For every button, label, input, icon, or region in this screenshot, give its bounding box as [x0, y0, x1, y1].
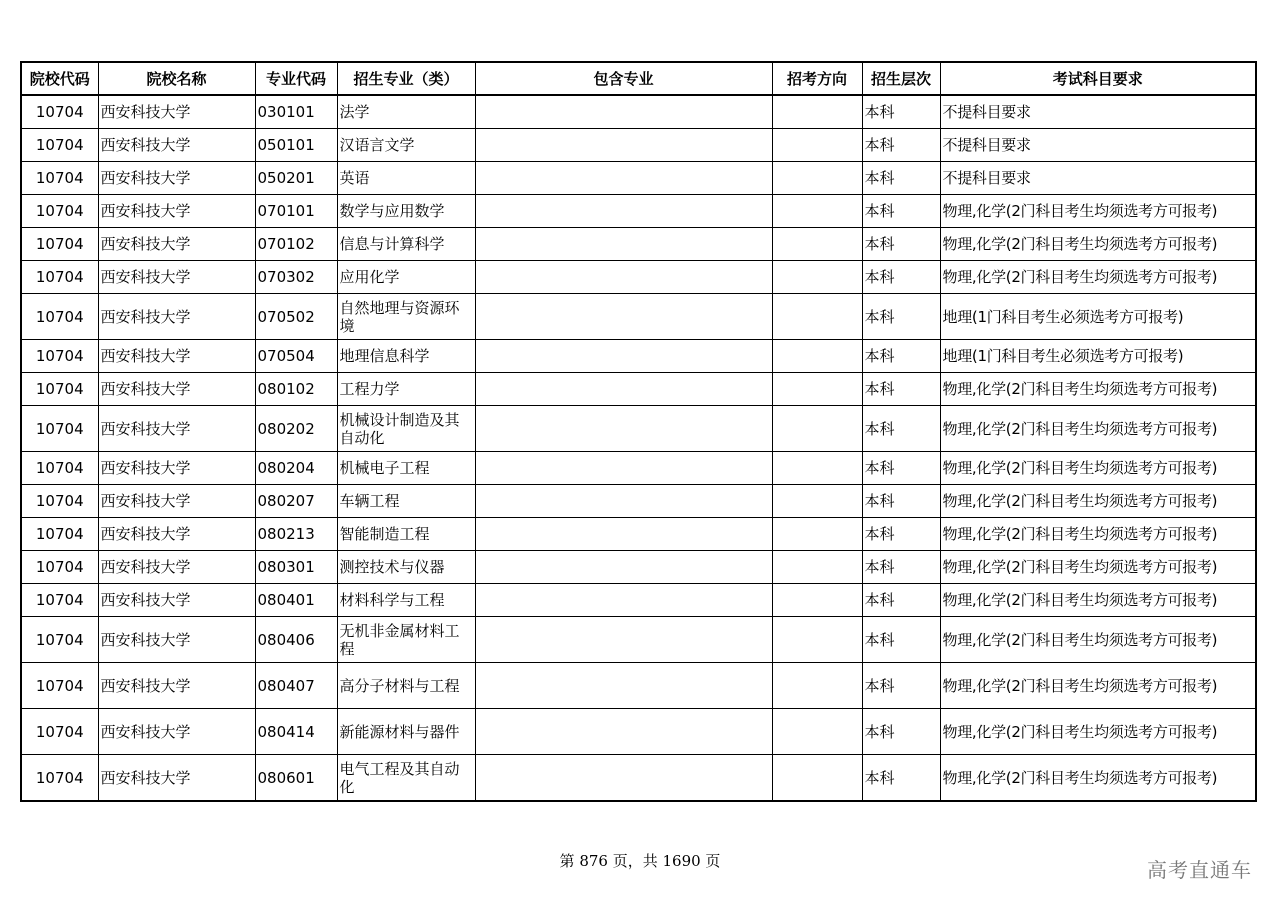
table-body [21, 95, 1256, 801]
school-code-cell: 10704 [21, 261, 98, 294]
table-row [21, 485, 1256, 518]
school-code-cell: 10704 [21, 551, 98, 584]
included-majors-cell [475, 261, 772, 294]
direction-cell [772, 617, 862, 663]
header-included-majors: 包含专业 [475, 62, 772, 95]
direction-cell [772, 294, 862, 340]
subject-requirement-cell: 物理,化学(2门科目考生均须选考方可报考) [940, 452, 1256, 485]
table-row [21, 755, 1256, 802]
school-name-cell: 西安科技大学 [98, 95, 255, 129]
direction-cell [772, 709, 862, 755]
table-row [21, 294, 1256, 340]
level-cell: 本科 [862, 340, 940, 373]
major-code-cell: 080204 [255, 452, 337, 485]
table-row [21, 129, 1256, 162]
table-row [21, 584, 1256, 617]
table-row [21, 228, 1256, 261]
school-name-cell: 西安科技大学 [98, 663, 255, 709]
major-cell: 材料科学与工程 [337, 584, 475, 617]
included-majors-cell [475, 485, 772, 518]
table-row [21, 709, 1256, 755]
header-school-name: 院校名称 [98, 62, 255, 95]
subject-requirement-cell: 物理,化学(2门科目考生均须选考方可报考) [940, 617, 1256, 663]
direction-cell [772, 755, 862, 802]
major-cell: 无机非金属材料工程 [337, 617, 475, 663]
level-cell: 本科 [862, 261, 940, 294]
included-majors-cell [475, 294, 772, 340]
table-row [21, 452, 1256, 485]
school-code-cell: 10704 [21, 228, 98, 261]
major-cell: 电气工程及其自动化 [337, 755, 475, 802]
header-school-code: 院校代码 [21, 62, 98, 95]
level-cell: 本科 [862, 485, 940, 518]
level-cell: 本科 [862, 709, 940, 755]
major-code-cell: 080406 [255, 617, 337, 663]
subject-requirement-cell: 物理,化学(2门科目考生均须选考方可报考) [940, 584, 1256, 617]
major-code-cell: 080401 [255, 584, 337, 617]
table-row [21, 373, 1256, 406]
major-cell: 新能源材料与器件 [337, 709, 475, 755]
level-cell: 本科 [862, 584, 940, 617]
school-code-cell: 10704 [21, 485, 98, 518]
major-cell: 工程力学 [337, 373, 475, 406]
included-majors-cell [475, 663, 772, 709]
major-code-cell: 080102 [255, 373, 337, 406]
level-cell: 本科 [862, 95, 940, 129]
level-cell: 本科 [862, 406, 940, 452]
school-code-cell: 10704 [21, 340, 98, 373]
table-row [21, 95, 1256, 129]
major-cell: 汉语言文学 [337, 129, 475, 162]
school-name-cell: 西安科技大学 [98, 584, 255, 617]
school-name-cell: 西安科技大学 [98, 162, 255, 195]
table-row [21, 261, 1256, 294]
school-name-cell: 西安科技大学 [98, 755, 255, 802]
level-cell: 本科 [862, 518, 940, 551]
level-cell: 本科 [862, 755, 940, 802]
school-name-cell: 西安科技大学 [98, 518, 255, 551]
school-code-cell: 10704 [21, 406, 98, 452]
subject-requirement-cell: 不提科目要求 [940, 162, 1256, 195]
table-row [21, 551, 1256, 584]
header-row [21, 62, 1256, 95]
school-code-cell: 10704 [21, 518, 98, 551]
major-code-cell: 080414 [255, 709, 337, 755]
subject-requirement-cell: 物理,化学(2门科目考生均须选考方可报考) [940, 261, 1256, 294]
level-cell: 本科 [862, 294, 940, 340]
school-code-cell: 10704 [21, 452, 98, 485]
school-name-cell: 西安科技大学 [98, 294, 255, 340]
included-majors-cell [475, 755, 772, 802]
level-cell: 本科 [862, 162, 940, 195]
level-cell: 本科 [862, 452, 940, 485]
school-code-cell: 10704 [21, 95, 98, 129]
school-code-cell: 10704 [21, 584, 98, 617]
major-code-cell: 070302 [255, 261, 337, 294]
school-name-cell: 西安科技大学 [98, 452, 255, 485]
school-name-cell: 西安科技大学 [98, 709, 255, 755]
table-row [21, 617, 1256, 663]
included-majors-cell [475, 95, 772, 129]
subject-requirement-cell: 物理,化学(2门科目考生均须选考方可报考) [940, 485, 1256, 518]
table-row [21, 663, 1256, 709]
school-name-cell: 西安科技大学 [98, 129, 255, 162]
school-code-cell: 10704 [21, 709, 98, 755]
major-code-cell: 080301 [255, 551, 337, 584]
direction-cell [772, 551, 862, 584]
direction-cell [772, 518, 862, 551]
school-name-cell: 西安科技大学 [98, 340, 255, 373]
level-cell: 本科 [862, 129, 940, 162]
header-direction: 招考方向 [772, 62, 862, 95]
subject-requirement-cell: 物理,化学(2门科目考生均须选考方可报考) [940, 709, 1256, 755]
included-majors-cell [475, 551, 772, 584]
school-code-cell: 10704 [21, 755, 98, 802]
subject-requirement-cell: 物理,化学(2门科目考生均须选考方可报考) [940, 663, 1256, 709]
level-cell: 本科 [862, 195, 940, 228]
school-code-cell: 10704 [21, 162, 98, 195]
direction-cell [772, 663, 862, 709]
direction-cell [772, 452, 862, 485]
table-row [21, 162, 1256, 195]
direction-cell [772, 162, 862, 195]
major-cell: 数学与应用数学 [337, 195, 475, 228]
level-cell: 本科 [862, 228, 940, 261]
table-row [21, 518, 1256, 551]
school-code-cell: 10704 [21, 294, 98, 340]
direction-cell [772, 261, 862, 294]
major-cell: 机械设计制造及其自动化 [337, 406, 475, 452]
major-cell: 应用化学 [337, 261, 475, 294]
school-code-cell: 10704 [21, 617, 98, 663]
page-number: 第 876 页，共 1690 页 [559, 852, 721, 870]
included-majors-cell [475, 340, 772, 373]
major-code-cell: 070504 [255, 340, 337, 373]
major-code-cell: 080213 [255, 518, 337, 551]
major-code-cell: 050101 [255, 129, 337, 162]
major-code-cell: 070502 [255, 294, 337, 340]
subject-requirement-cell: 物理,化学(2门科目考生均须选考方可报考) [940, 195, 1256, 228]
school-name-cell: 西安科技大学 [98, 195, 255, 228]
header-level: 招生层次 [862, 62, 940, 95]
included-majors-cell [475, 617, 772, 663]
subject-requirement-cell: 物理,化学(2门科目考生均须选考方可报考) [940, 518, 1256, 551]
major-cell: 智能制造工程 [337, 518, 475, 551]
header-major-code: 专业代码 [255, 62, 337, 95]
direction-cell [772, 195, 862, 228]
level-cell: 本科 [862, 551, 940, 584]
included-majors-cell [475, 709, 772, 755]
table-row [21, 406, 1256, 452]
table-row [21, 195, 1256, 228]
subject-requirement-cell: 物理,化学(2门科目考生均须选考方可报考) [940, 228, 1256, 261]
major-code-cell: 070101 [255, 195, 337, 228]
included-majors-cell [475, 518, 772, 551]
major-cell: 自然地理与资源环境 [337, 294, 475, 340]
included-majors-cell [475, 406, 772, 452]
included-majors-cell [475, 373, 772, 406]
direction-cell [772, 584, 862, 617]
table-row [21, 340, 1256, 373]
major-code-cell: 030101 [255, 95, 337, 129]
major-code-cell: 080601 [255, 755, 337, 802]
school-name-cell: 西安科技大学 [98, 485, 255, 518]
subject-requirement-cell: 不提科目要求 [940, 129, 1256, 162]
school-name-cell: 西安科技大学 [98, 617, 255, 663]
included-majors-cell [475, 584, 772, 617]
major-cell: 测控技术与仪器 [337, 551, 475, 584]
subject-requirement-cell: 物理,化学(2门科目考生均须选考方可报考) [940, 406, 1256, 452]
direction-cell [772, 129, 862, 162]
included-majors-cell [475, 162, 772, 195]
major-cell: 法学 [337, 95, 475, 129]
subject-requirement-cell: 物理,化学(2门科目考生均须选考方可报考) [940, 551, 1256, 584]
admissions-table [20, 61, 1257, 802]
direction-cell [772, 485, 862, 518]
subject-requirement-cell: 地理(1门科目考生必须选考方可报考) [940, 294, 1256, 340]
school-name-cell: 西安科技大学 [98, 373, 255, 406]
major-cell: 地理信息科学 [337, 340, 475, 373]
major-code-cell: 080407 [255, 663, 337, 709]
major-cell: 高分子材料与工程 [337, 663, 475, 709]
school-name-cell: 西安科技大学 [98, 228, 255, 261]
direction-cell [772, 340, 862, 373]
school-name-cell: 西安科技大学 [98, 261, 255, 294]
subject-requirement-cell: 不提科目要求 [940, 95, 1256, 129]
school-code-cell: 10704 [21, 663, 98, 709]
included-majors-cell [475, 195, 772, 228]
major-cell: 信息与计算科学 [337, 228, 475, 261]
school-code-cell: 10704 [21, 373, 98, 406]
level-cell: 本科 [862, 617, 940, 663]
level-cell: 本科 [862, 373, 940, 406]
school-name-cell: 西安科技大学 [98, 406, 255, 452]
subject-requirement-cell: 物理,化学(2门科目考生均须选考方可报考) [940, 373, 1256, 406]
direction-cell [772, 373, 862, 406]
major-cell: 车辆工程 [337, 485, 475, 518]
level-cell: 本科 [862, 663, 940, 709]
major-cell: 机械电子工程 [337, 452, 475, 485]
direction-cell [772, 228, 862, 261]
major-code-cell: 070102 [255, 228, 337, 261]
direction-cell [772, 406, 862, 452]
header-major: 招生专业（类） [337, 62, 475, 95]
major-cell: 英语 [337, 162, 475, 195]
subject-requirement-cell: 地理(1门科目考生必须选考方可报考) [940, 340, 1256, 373]
major-code-cell: 080202 [255, 406, 337, 452]
major-code-cell: 050201 [255, 162, 337, 195]
included-majors-cell [475, 452, 772, 485]
included-majors-cell [475, 228, 772, 261]
major-code-cell: 080207 [255, 485, 337, 518]
school-name-cell: 西安科技大学 [98, 551, 255, 584]
subject-requirement-cell: 物理,化学(2门科目考生均须选考方可报考) [940, 755, 1256, 802]
header-subject-requirement: 考试科目要求 [940, 62, 1256, 95]
school-code-cell: 10704 [21, 129, 98, 162]
watermark-text: 高考直通车 [1147, 858, 1252, 882]
direction-cell [772, 95, 862, 129]
school-code-cell: 10704 [21, 195, 98, 228]
included-majors-cell [475, 129, 772, 162]
